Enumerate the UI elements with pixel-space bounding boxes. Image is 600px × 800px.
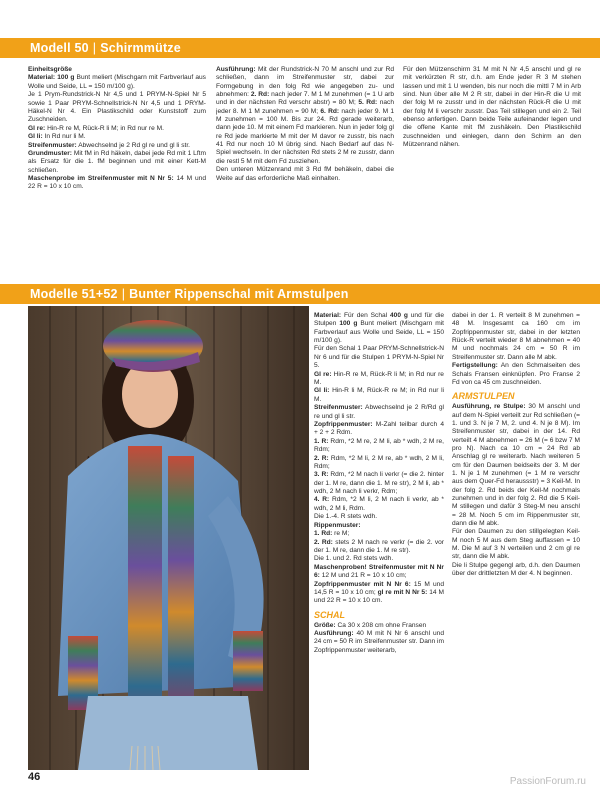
bold-label: 1. R: [314,437,329,445]
paragraph [452,362,580,387]
body-text: Abwechselnd je 2 R/Rd gl re und gl li str. [314,404,444,420]
body-text: re M; [332,530,350,538]
body-text: Für den Mützenschirm 31 M mit N Nr 4,5 anschl und gl re mit verkürzten R str, d.h. am Ende jeder R 3 M stehen lassen und mit 1 U wenden, bis nur noch die mittl 7 M in Arb sind. Nun über alle M 2 R str, dabei in der Hin-R die U mit der folg M re zusstr und in der nächsten Rück-R die U mit der folg M li verschr zusstr. Das Teil stillegen und ein 2. Teil ebenso anfertigen. Dann beide Teile aufeinander legen und die offene Kante mit fM zushäkeln. Den Plastikschild zuschneiden und einlegen, dann den Schirm an den Mützenrand nähen. [403,66,581,149]
bold-label: 6. Rd: [320,107,340,115]
paragraph [28,175,206,192]
body-text: Rdm, *2 M nach li verkr (= die 2. hinter der 1. M re, dann die 1. M re str), 2 M li, ab * wdh, 2 M nach li verkr, Rdm; [314,471,444,495]
paragraph [314,421,444,438]
bold-label: Gl re: [28,124,46,132]
bold-label: 2. Rd: [314,538,333,546]
paragraph [314,471,444,496]
body-text: Bunt meliert (Mischgarn mit Farbverlauf aus Wolle und Seide, LL = 150 m/100 g). [314,320,444,345]
body-text: Abwechselnd je 2 Rd gl re und gl li str. [76,141,190,149]
header-separator: | [121,287,126,301]
bold-label: Größe: [314,621,336,629]
body-text: Hin-R li M, Rück-R re M; in Rd nur li M. [314,387,444,403]
body-text: 14 M und 22 R = 10 x 10 cm. [314,588,444,605]
bold-label: 100 g [339,320,358,328]
paragraph [28,74,206,91]
bold-label: Maschenprobe im Streifenmuster mit N Nr 5: [28,175,174,183]
paragraph [28,125,206,133]
bold-label: Fertigstellung: [452,362,498,370]
paragraph [452,312,580,362]
body-text: Den unteren Mützenrand mit 3 Rd fM behäkeln, dabei die Weite auf das erforderliche Maß einhalten. [216,166,394,182]
section-header-modelle-51-52 [0,284,600,304]
paragraph [314,345,444,370]
body-text: 12 M und 21 R = 10 x 10 cm; [319,572,407,580]
body-text: stets 2 M nach re verkr (= die 2. vor der 1. M re, dann die 1. M re str). [314,538,444,554]
body-text: dabei in der 1. R verteilt 8 M zunehmen = 48 M. Insgesamt ca 160 cm im Zopfrippenmuster str, dabei in der letzten Rück-R verteilt wieder 8 M abnehmen = 40 M und nochmals 24 cm = 50 R im Streifenmuster str. Dann alle M abk. [452,312,580,361]
paragraph [314,371,444,388]
paragraph [314,530,444,538]
bold-label: Gl li: [28,133,43,141]
section-title: Bunter Rippenschal mit Armstulpen [129,287,349,301]
body-text: nach jeder 9. M 1 M zunehmen = 100 M. Bis zur 24. Rd gerade weiterarb, dann jede 10. M mit einem Fd markieren. Nun in jeder folg gl re Rd jede markierte M mit der M davor re zusstr, bis nach 41 Rd nur noch 10 M übrig sind. Nach Bedarf auf das N-Spiel wechseln. In der nächsten Rd stets 2 M re zusstr, dann die restl 5 M mit dem Fd zusziehen. [216,107,394,165]
instructions-column-3 [403,66,581,236]
body-text: Hin-R re M, Rück-R li M; in Rd nur re M. [314,370,444,386]
paragraph [314,539,444,556]
instructions-column-1 [28,66,206,236]
paragraph [452,528,580,561]
bold-label: Ausführung: [216,66,256,73]
section-title: Schirmmütze [100,41,181,55]
bold-label: Grundmuster: [28,150,72,157]
bold-label: Streifenmuster: [28,141,77,149]
bold-label: Streifenmuster: [314,404,363,412]
body-text: Die 1.-4. R stets wdh. [314,513,378,521]
bold-label: Material: 100 g [28,74,75,82]
body-text: Ca 30 x 208 cm ohne Fransen [335,621,427,629]
section-number: Modelle 51+52 [30,287,118,301]
paragraph [314,387,444,404]
paragraph [452,562,580,579]
body-text: Rdm, *2 M li, 2 M nach li verkr, ab * wdh, 2 M li, Rdm. [314,496,444,512]
bold-label: Gl re: [314,370,332,378]
header-separator: | [92,41,97,55]
body-text: 15 M und 14,5 R = 10 x 10 cm; [314,580,444,596]
body-text: Mit der Rundstrick-N 70 M anschl und zur Rd schließen, dann im Streifenmuster str, dabei zur Formgebung in den folg Rd wie angegeben zu- und abnehmen: [216,66,394,99]
body-text: Hin-R re M, Rück-R li M; in Rd nur re M. [45,124,164,132]
paragraph [28,142,206,150]
section-number: Modell 50 [30,41,89,55]
body-text: 40 M mit N Nr 6 anschl und 24 cm = 50 R im Streifenmuster str. Dann im Zopfrippenmuster weiterarb, [314,629,444,654]
bold-label: 3. R: [314,471,329,479]
bold-label: Einheitsgröße [28,66,72,73]
bold-label: Maschenproben! Streifenmuster mit N Nr 6: [314,563,444,580]
body-text: In Rd nur li M. [42,133,86,141]
paragraph [314,513,444,521]
paragraph [314,630,444,655]
paragraph [314,496,444,513]
paragraph [28,91,206,124]
body-text: Für den Schal 1 Paar PRYM-Schnellstrick-N Nr 6 und für die Stulpen 1 PRYM-N-Spiel Nr 5. [314,345,444,370]
paragraph [216,166,394,183]
paragraph [28,150,206,175]
paragraph [28,66,206,74]
body-text: Bunt meliert (Mischgarn mit Farbverlauf aus Wolle und Seide, LL = 150 m/100 g). [28,74,206,90]
bold-label: 2. Rd: [250,91,270,99]
paragraph [314,581,444,606]
body-text: Die li Stulpe gegengl arb, d.h. den Daumen über der drittletzten M der 4. N beginnen. [452,561,580,578]
paragraph [452,403,580,528]
bold-label: 2. R: [314,454,329,462]
paragraph [403,66,581,149]
body-text: M-Zahl teilbar durch 4 + 2 + 2 Rdm. [314,420,444,437]
paragraph [216,66,394,166]
body-text: Rdm, *2 M li, 2 M re, ab * wdh, 2 M li, Rdm; [314,454,444,470]
body-text: Für den Daumen zu den stillgelegten Keil-M noch 5 M aus dem Steg auffassen = 10 M. Die M auf 3 N verteilen und 2 cm gl re str, dann die M abk. [452,528,580,561]
paragraph [314,438,444,455]
body-text: Die 1. und 2. Rd stets wdh. [314,555,394,563]
paragraph [314,455,444,472]
body-text: Mit fM in Rd häkeln, dabei jede Rd mit 1 Lftm als Ersatz für die 1. fM beginnen und mit einer Kett-M schließen. [28,150,206,174]
instructions-column-3-lower [452,312,580,774]
subheading: ARMSTULPEN [452,391,515,402]
watermark: PassionForum.ru [509,776,586,787]
bold-label: 1. Rd: [314,530,333,538]
instructions-column-2 [216,66,394,236]
body-text: An den Schmalseiten des Schals Fransen einknüpfen. Pro Franse 2 Fd von ca 45 cm zuschneiden. [452,362,580,386]
paragraph [314,564,444,581]
paragraph [314,404,444,421]
body-text: nach jeder 8. M 1 M zunehmen = 90 M; [216,99,394,115]
body-text: 30 M anschl und auf dem N-Spiel verteilt zur Rd schließen (= 1. und 3. N je 7 M, 2. und 4. N je 8 M). Im Streifenmuster str, dabei in der 14. Rd verteilt 4 M abnehmen = 26 M (= 6 bzw 7 M pro N). Nach ca 10 cm = 24 Rd ab Anschlag gl re weiterarb. Nach weiteren 5 cm für den Daumen beidseits der 3. M der 1. N je 1 M zunehmen (= 1 M re verschr aus dem Quer-Fd heraussstr) = 3 Keil-M. In der folg 2. Rd beids der Keil-M nochmals zunehmen und in der folg 2. Rd die 5 Keil-M stillegen und dafür 3 Steg-M neu anschl = 28 M. Noch 5 cm im Rippenmuster str, dann die M abk. [452,403,580,527]
body-text: und für die Stulpen [314,312,444,328]
bold-label: Zopfrippenmuster mit N Nr 6: [314,580,411,588]
paragraph [314,522,444,530]
bold-label: Rippenmuster: [314,521,361,529]
paragraph [314,555,444,563]
body-text: nach jeder 7. M 1 M zunehmen (= 1 U arb und in der nächsten Rd verschr abstr) = 80 M; [216,91,394,107]
bold-label: Zopfrippenmuster: [314,420,373,428]
body-text: Je 1 Prym-Rundstrick-N Nr 4,5 und 1 PRYM-N-Spiel Nr 5 sowie 1 Paar PRYM-Schnellstrick-N Nr 4,5 und 1 PRYM-Häkel-N Nr 4. Ein Plastikschild oder Kunststoff zum Zuschneiden. [28,91,206,124]
subheading: SCHAL [314,609,345,620]
bold-label: Ausführung, re Stulpe: [452,403,526,411]
section-header-modell-50 [0,38,600,58]
body-text: 14 M und 22 R = 10 x 10 cm. [28,175,206,191]
instructions-column-2-lower [314,312,444,774]
body-text: Für den Schal [341,312,390,319]
page-number: 46 [28,771,41,783]
bold-label: gl re mit N Nr 5: [377,588,428,596]
bold-label: Ausführung: [314,629,354,637]
bold-label: Material: [314,312,342,319]
bold-label: 5. Rd: [358,99,378,107]
paragraph [28,133,206,141]
bold-label: 400 g [389,312,408,319]
bold-label: 4. R: [314,496,330,504]
body-text: Rdm, *2 M re, 2 M li, ab * wdh, 2 M re, Rdm; [314,437,444,454]
paragraph [314,312,444,345]
paragraph [314,622,444,630]
bold-label: Gl li: [314,387,330,395]
model-photo [28,306,309,770]
knitwear-photo-illustration [28,306,309,770]
